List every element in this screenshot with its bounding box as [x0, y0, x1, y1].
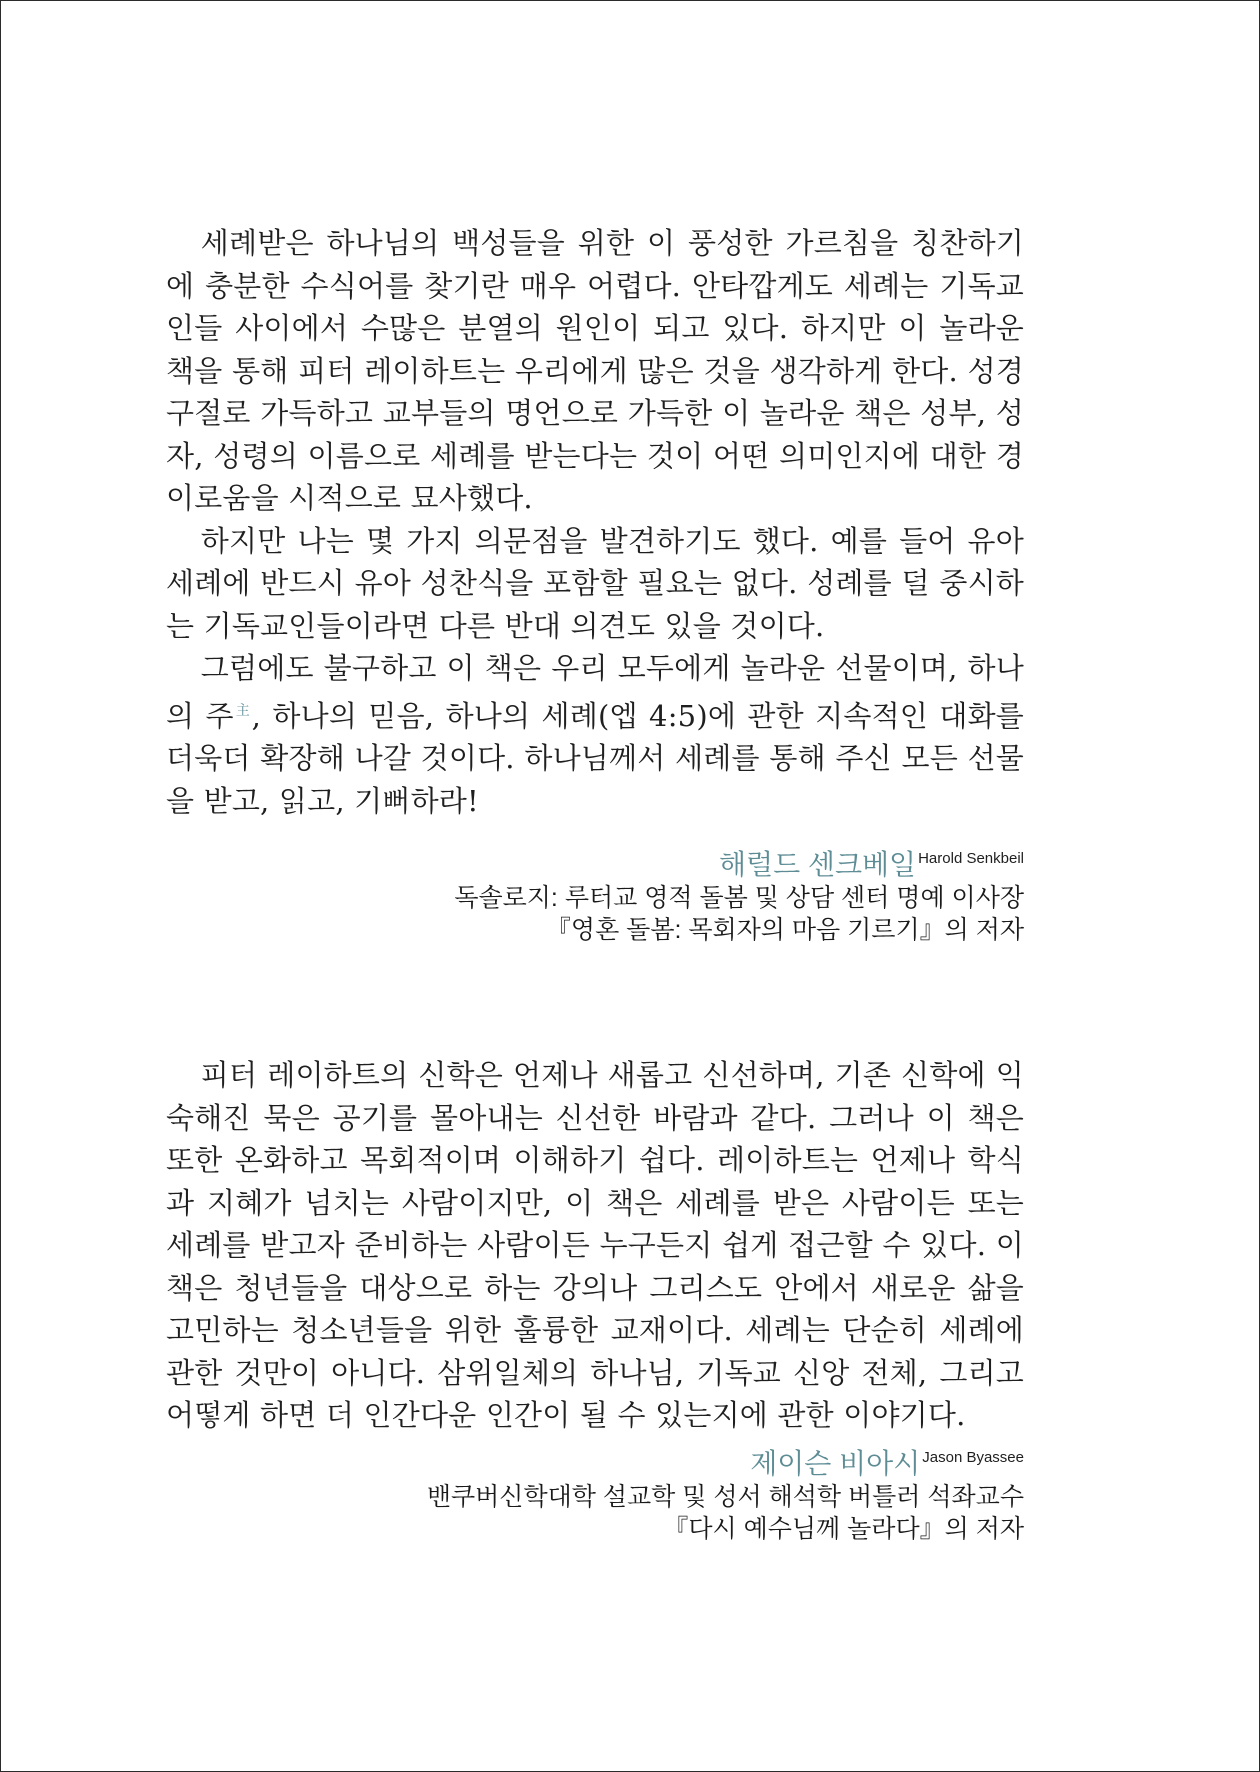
attribution [166, 1441, 1024, 1545]
endorsement-paragraph [166, 647, 1024, 822]
author-role: 독솔로지: 루터교 영적 돌봄 및 상담 센터 명예 이사장 [454, 884, 1024, 912]
endorsement-paragraph: 하지만 나는 몇 가지 의문점을 발견하기도 했다. 예를 들어 유아세례에 반드시 유아 성찬식을 포함할 필요는 없다. 성례를 덜 중시하는 기독교인들이라면 다른 반대 의견도 있을 것이다. [166, 523, 1024, 643]
author-name-korean: 해럴드 센크베일 [718, 849, 917, 880]
paragraph-text: 그럼에도 불구하고 이 책은 우리 모두에게 놀라운 선물이며, 하나의 주 [166, 651, 1024, 733]
author-book: 『영혼 돌봄: 목회자의 마음 기르기』의 저자 [545, 916, 1024, 944]
endorsement-paragraph: 세례받은 하나님의 백성들을 위한 이 풍성한 가르침을 칭찬하기에 충분한 수식어를 찾기란 매우 어렵다. 안타깝게도 세례는 기독교인들 사이에서 수많은 분열의 원인이 되고 있다. 하지만 이 놀라운 책을 통해 피터 레이하트는 우리에게 많은 것을 생각하게 한다. 성경 구절로 가득하고 교부들의 명언으로 가득한 이 놀라운 책은 성부, 성자, 성령의 이름으로 세례를 받는다는 것이 어떤 의미인지에 대한 경이로움을 시적으로 묘사했다. [166, 226, 1024, 515]
attribution [166, 842, 1024, 946]
author-name-latin: Harold Senkbeil [918, 850, 1024, 867]
author-book: 『다시 예수님께 놀라다』의 저자 [663, 1514, 1024, 1543]
author-name-korean: 제이슨 비아시 [750, 1447, 921, 1479]
author-name [166, 842, 1024, 882]
endorsement-paragraph: 피터 레이하트의 신학은 언제나 새롭고 신선하며, 기존 신학에 익숙해진 묵은 공기를 몰아내는 신선한 바람과 같다. 그러나 이 책은 또한 온화하고 목회적이며 이해하기 쉽다. 레이하트는 언제나 학식과 지혜가 넘치는 사람이지만, 이 책은 세례를 받은 사람이든 또는 세례를 받고자 준비하는 사람이든 누구든지 쉽게 접근할 수 있다. 이 책은 청년들을 대상으로 하는 강의나 그리스도 안에서 새로운 삶을 고민하는 청소년들을 위한 훌륭한 교재이다. 세례는 단순히 세례에 관한 것만이 아니다. 삼위일체의 하나님, 기독교 신앙 전체, 그리고 어떻게 하면 더 인간다운 인간이 될 수 있는지에 관한 이야기다. [166, 1058, 1024, 1432]
endorsement-body [166, 222, 1024, 822]
page-content [166, 222, 1024, 1545]
endorsement-body [166, 1054, 1024, 1437]
endorsement-byassee [166, 1054, 1024, 1545]
author-name-latin: Jason Byassee [922, 1448, 1024, 1466]
hanja-annotation: 主 [233, 702, 252, 719]
author-role: 밴쿠버신학대학 설교학 및 성서 해석학 버틀러 석좌교수 [426, 1482, 1024, 1511]
endorsement-senkbeil [166, 222, 1024, 946]
author-name [166, 1441, 1024, 1481]
section-spacer [166, 946, 1024, 1054]
paragraph-text: , 하나의 믿음, 하나의 세례(엡 4:5)에 관한 지속적인 대화를 더욱더 확장해 나갈 것이다. 하나님께서 세례를 통해 주신 모든 선물을 받고, 읽고, 기뻐하라! [166, 698, 1025, 818]
